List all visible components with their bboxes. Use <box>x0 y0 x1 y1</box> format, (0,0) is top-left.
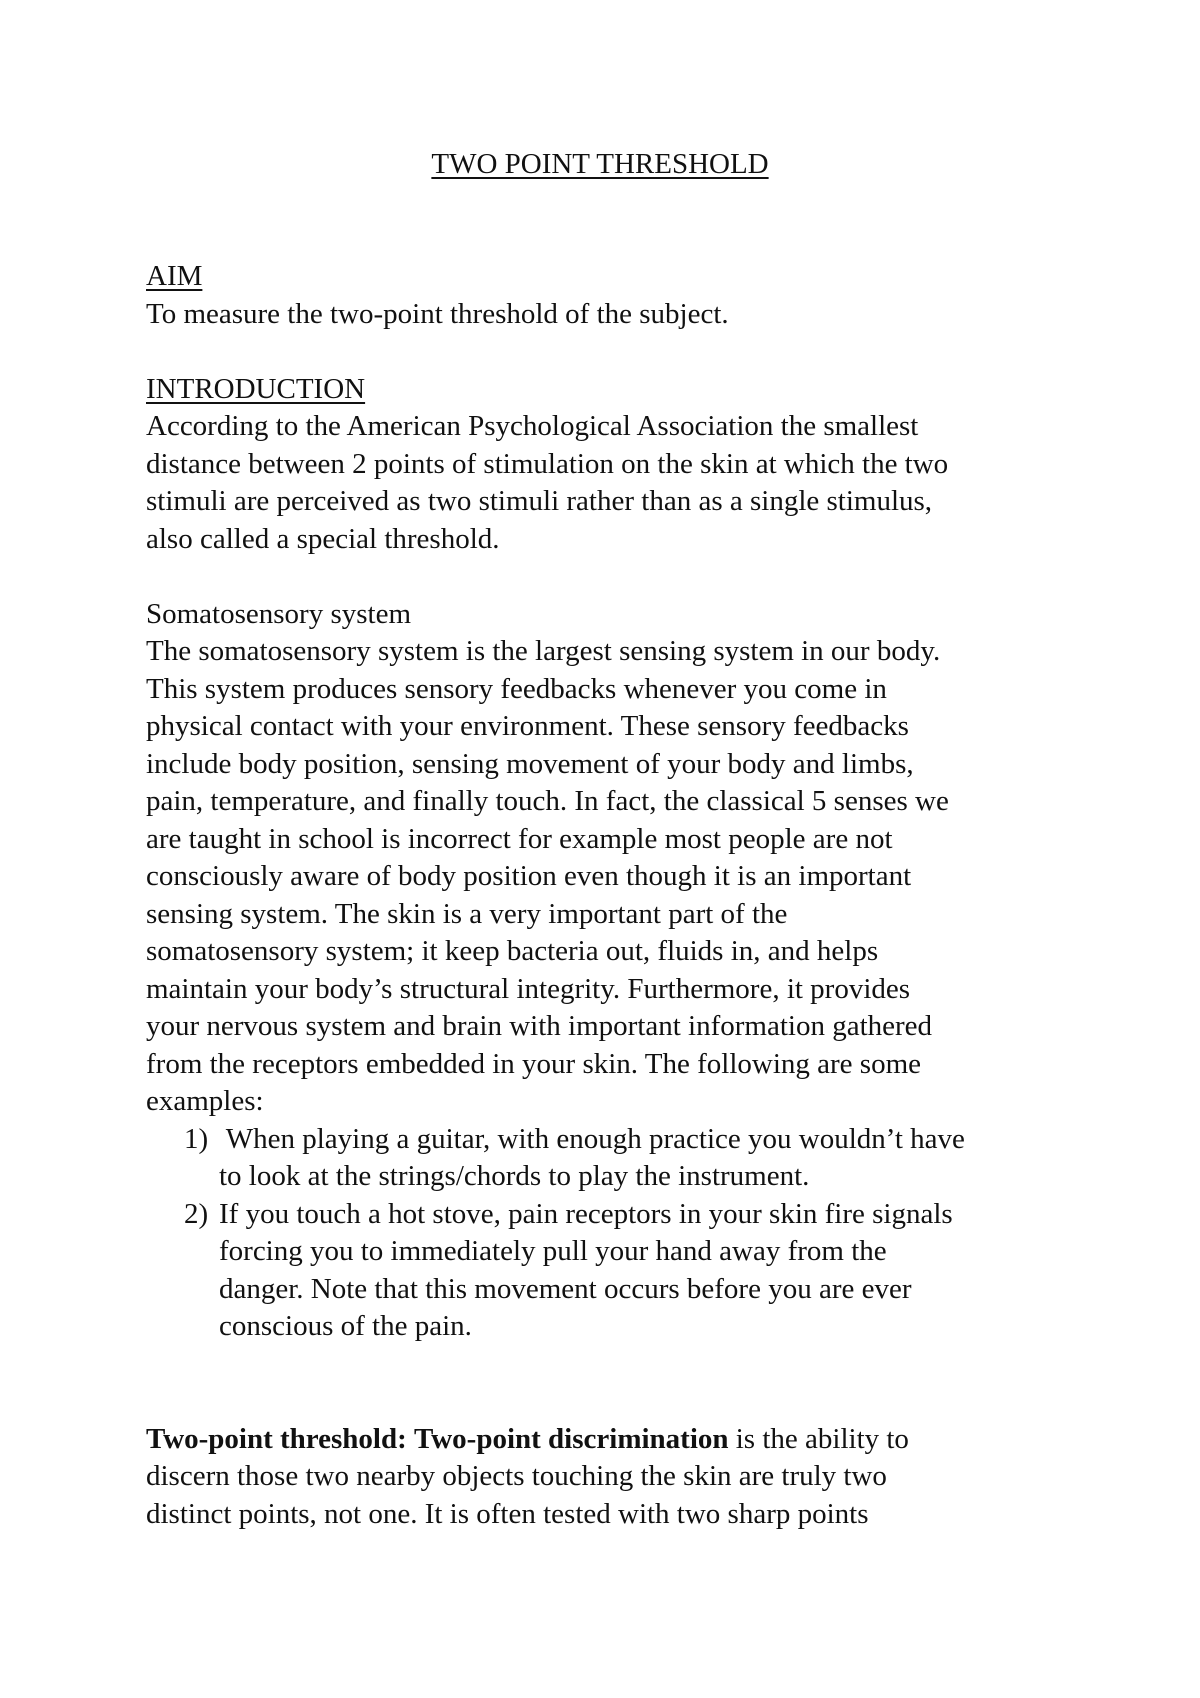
two-point-term: Two-point discrimination <box>414 1422 729 1455</box>
somatosensory-heading: Somatosensory system <box>146 597 412 630</box>
somatosensory-line: pain, temperature, and finally touch. In fact, the classical 5 senses we <box>146 785 949 817</box>
introduction-line: distance between 2 points of stimulation on the skin at which the two <box>146 447 949 480</box>
spacer <box>146 558 1076 596</box>
somatosensory-line: your nervous system and brain with important information gathered <box>146 1010 933 1042</box>
somatosensory-line: This system produces sensory feedbacks whenever you come in <box>146 672 887 705</box>
introduction-line: also called a special threshold. <box>146 522 500 555</box>
somatosensory-line: sensing system. The skin is a very important part of the <box>146 897 788 930</box>
somatosensory-line: somatosensory system; it keep bacteria out, fluids in, and helps <box>146 935 879 967</box>
document-title: TWO POINT THRESHOLD <box>431 148 769 180</box>
somatosensory-line: physical contact with your environment. These sensory feedbacks <box>146 710 909 742</box>
somatosensory-line: from the receptors embedded in your skin. The following are some <box>146 1047 921 1080</box>
list-item <box>146 1121 1076 1196</box>
spacer <box>146 333 1076 371</box>
two-point-first-line <box>146 1421 1076 1459</box>
introduction-heading: INTRODUCTION <box>146 372 366 405</box>
document-body <box>146 258 1076 1533</box>
list-item-number: 2) <box>184 1197 209 1230</box>
list-item-line: danger. Note that this movement occurs before you are ever <box>219 1272 912 1305</box>
somatosensory-line: maintain your body’s structural integrity. Furthermore, it provides <box>146 972 911 1005</box>
aim-heading: AIM <box>146 260 203 292</box>
two-point-line: discern those two nearby objects touching the skin are truly two <box>146 1460 887 1492</box>
somatosensory-line: consciously aware of body position even though it is an important <box>146 860 912 892</box>
two-point-line: distinct points, not one. It is often tested with two sharp points <box>146 1497 869 1530</box>
introduction-line: stimuli are perceived as two stimuli rather than as a single stimulus, <box>146 485 933 517</box>
somatosensory-line: include body position, sensing movement of your body and limbs, <box>146 747 914 780</box>
list-item-number: 1) <box>184 1122 209 1155</box>
list-item-line: conscious of the pain. <box>219 1310 472 1342</box>
two-point-first-line-rest: is the ability to <box>728 1422 909 1455</box>
two-point-label: Two-point threshold: <box>146 1422 407 1455</box>
list-item <box>146 1196 1076 1346</box>
introduction-line: According to the American Psychological Association the smallest <box>146 410 919 442</box>
somatosensory-line: examples: <box>146 1085 264 1117</box>
list-item-line: When playing a guitar, with enough practice you wouldn’t have <box>219 1122 965 1155</box>
spacer <box>146 1346 1076 1421</box>
list-item-line: If you touch a hot stove, pain receptors in your skin fire signals <box>219 1197 953 1230</box>
somatosensory-line: are taught in school is incorrect for example most people are not <box>146 822 893 855</box>
list-item-line: to look at the strings/chords to play the instrument. <box>219 1160 810 1192</box>
examples-list <box>146 1121 1076 1346</box>
aim-text: To measure the two-point threshold of the subject. <box>146 297 729 330</box>
list-item-line: forcing you to immediately pull your hand away from the <box>219 1235 887 1267</box>
somatosensory-line: The somatosensory system is the largest sensing system in our body. <box>146 635 941 667</box>
